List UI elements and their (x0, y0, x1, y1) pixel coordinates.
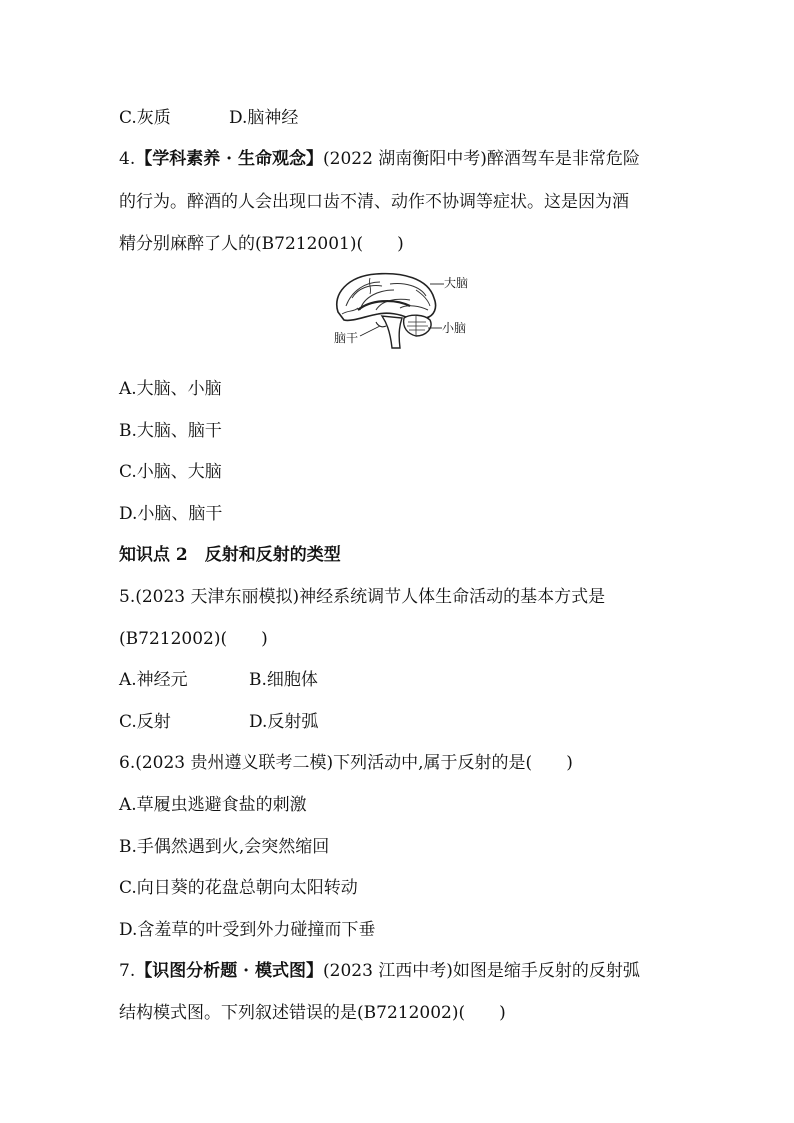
q4-number: 4. (119, 149, 136, 169)
q4-source: (2022 湖南衡阳中考)醉酒驾车是非常危险 (323, 149, 640, 169)
q6-line1: 6.(2023 贵州遵义联考二模)下列活动中,属于反射的是( ) (119, 753, 573, 773)
label-brainstem: 脑干 (334, 331, 359, 345)
q4-line3: 精分别麻醉了人的(B7212001)( ) (119, 234, 404, 254)
q7-source: (2023 江西中考)如图是缩手反射的反射弧 (323, 961, 640, 981)
q4-line2: 的行为。醉酒的人会出现口齿不清、动作不协调等症状。这是因为酒 (119, 192, 629, 212)
q5-option-c: C.反射 (119, 712, 171, 732)
label-cerebrum: 大脑 (444, 276, 469, 290)
q4-option-c: C.小脑、大脑 (119, 462, 222, 482)
q4-option-a: A.大脑、小脑 (119, 379, 222, 399)
q5-option-d: D.反射弧 (249, 712, 319, 732)
label-cerebellum: 小脑 (442, 321, 467, 335)
q7-tag: 【识图分析题 · 模式图】 (135, 961, 323, 981)
q4-tag: 【学科素养 · 生命观念】 (135, 149, 323, 169)
section-heading: 知识点 2 反射和反射的类型 (119, 545, 341, 565)
q5-option-a: A.神经元 (119, 670, 188, 690)
q7-line2: 结构模式图。下列叙述错误的是(B7212002)( ) (119, 1003, 506, 1023)
q6-option-a: A.草履虫逃避食盐的刺激 (119, 795, 307, 815)
q5-line2: (B7212002)( ) (119, 629, 268, 649)
q5-line1: 5.(2023 天津东丽模拟)神经系统调节人体生命活动的基本方式是 (119, 587, 606, 607)
q7-line1 (119, 960, 640, 982)
q6-option-b: B.手偶然遇到火,会突然缩回 (119, 837, 330, 857)
q4-option-d: D.小脑、脑干 (119, 504, 223, 524)
q5-option-b: B.细胞体 (249, 670, 318, 690)
brain-diagram (330, 270, 470, 352)
q6-option-d: D.含羞草的叶受到外力碰撞而下垂 (119, 920, 376, 940)
q3-option-d: D.脑神经 (229, 108, 299, 128)
q7-number: 7. (119, 961, 136, 981)
q6-option-c: C.向日葵的花盘总朝向太阳转动 (119, 878, 358, 898)
q3-option-c: C.灰质 (119, 108, 171, 128)
q4-line1 (119, 148, 640, 170)
q4-option-b: B.大脑、脑干 (119, 421, 222, 441)
